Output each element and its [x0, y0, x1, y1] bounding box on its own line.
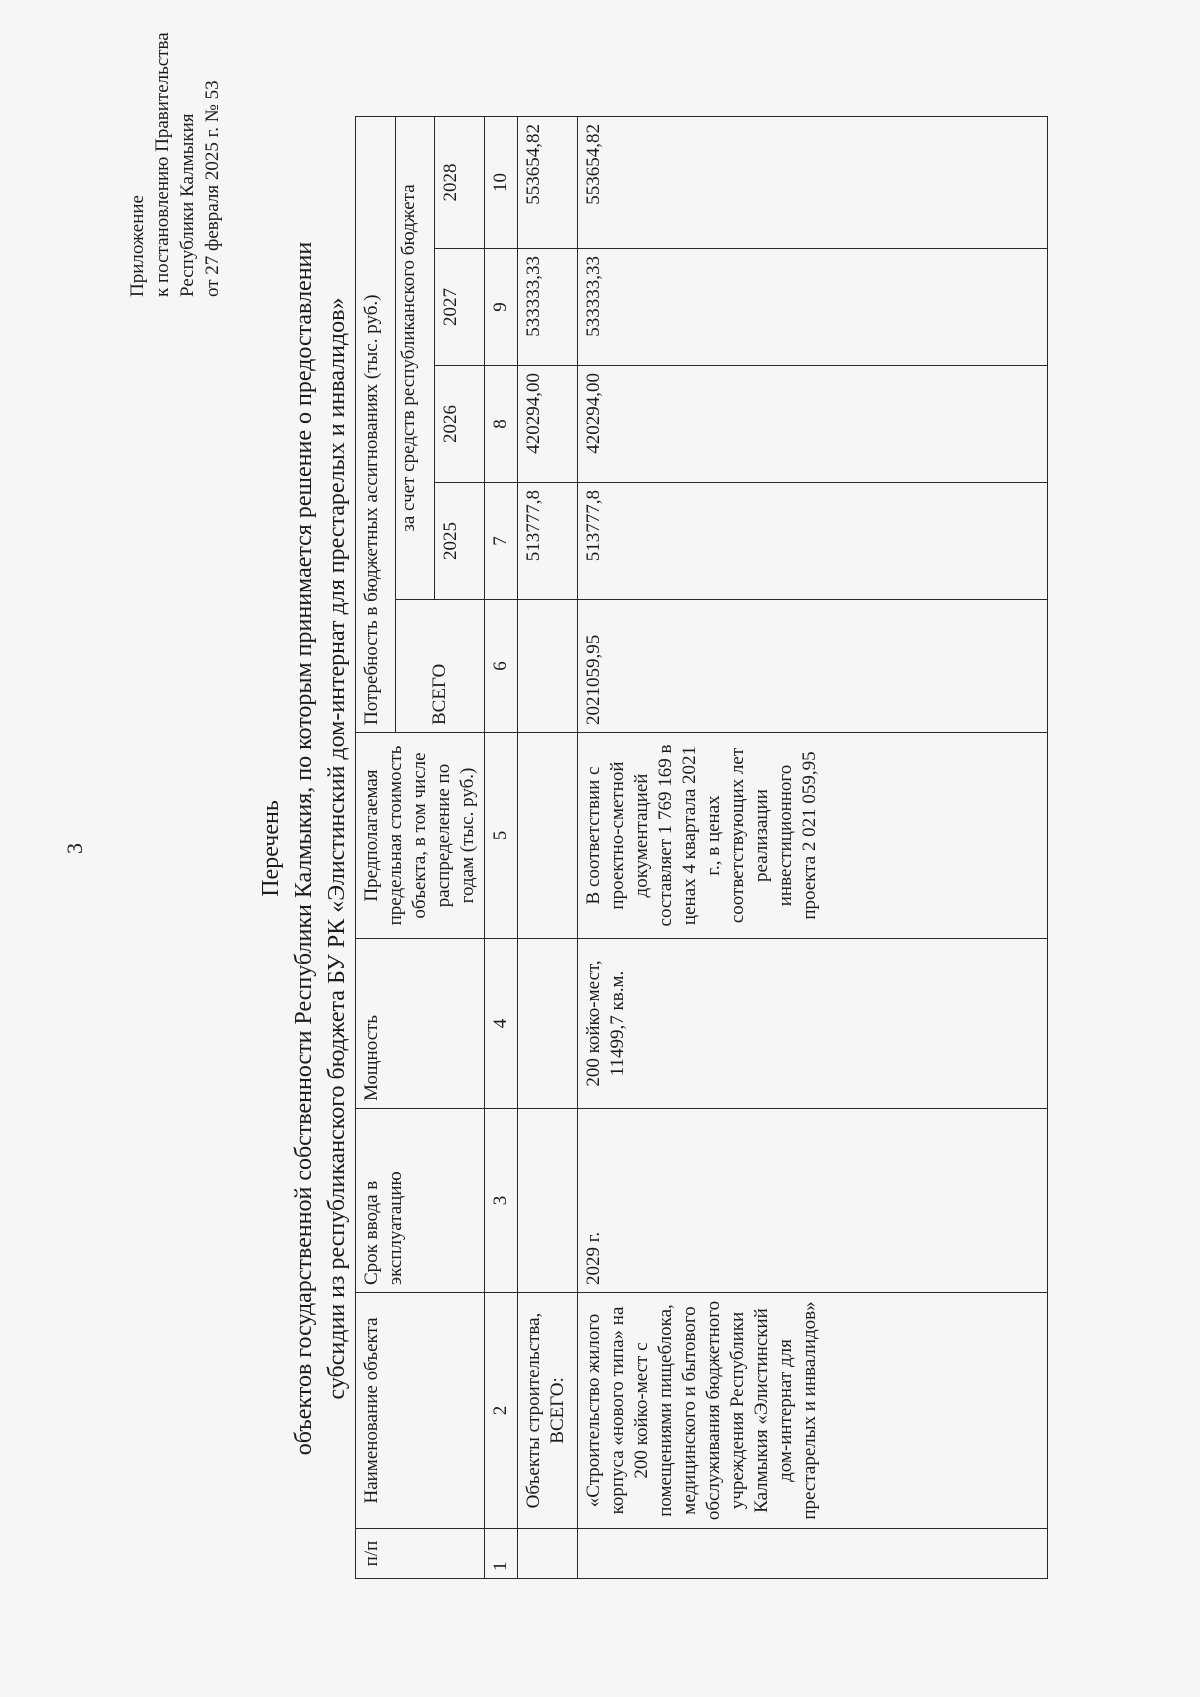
col-number: 1	[485, 1529, 518, 1579]
column-number-row	[485, 117, 518, 1579]
header-total: ВСЕГО	[396, 600, 485, 733]
header-source: за счет средств республиканского бюджета	[396, 117, 435, 600]
header-need: Потребность в бюджетных ассигнованиях (тыс. руб.)	[356, 117, 396, 733]
appendix-line-4: от 27 февраля 2025 г. № 53	[202, 80, 223, 297]
objects-table	[355, 116, 1048, 1579]
col-number: 8	[485, 366, 518, 483]
header-year-2027: 2027	[435, 249, 485, 366]
col-number: 2	[485, 1293, 518, 1529]
col-number: 6	[485, 600, 518, 733]
object-capacity: 200 койко-мест, 11499,7 кв.м.	[578, 939, 1048, 1109]
object-pp	[578, 1529, 1048, 1579]
summary-term	[518, 1109, 578, 1293]
header-cost: Предполагаемая предельная стоимость объекта, в том числе распределение по годам (тыс. руб.)	[356, 733, 485, 939]
header-year-2028: 2028	[435, 117, 485, 249]
col-number: 9	[485, 249, 518, 366]
object-2026: 420294,00	[578, 366, 1048, 483]
summary-name: Объекты строительства, ВСЕГО:	[518, 1293, 578, 1529]
appendix-line-1: Приложение	[127, 195, 148, 297]
object-term: 2029 г.	[578, 1109, 1048, 1293]
appendix-line-3: Республики Калмыкия	[177, 113, 198, 297]
summary-total	[518, 600, 578, 733]
header-year-2026: 2026	[435, 366, 485, 483]
object-2028: 553654,82	[578, 117, 1048, 249]
object-name: «Строительство жилого корпуса «нового типа» на 200 койко-мест с помещениями пищеблока, медицинского и бытового обслуживания бюджетного учреждения Республики Калмыкия «Элистинский дом-интернат для престарелых и инвалидов»	[578, 1293, 1048, 1529]
summary-pp	[518, 1529, 578, 1579]
header-term: Срок ввода в эксплуатацию	[356, 1109, 485, 1293]
summary-cost	[518, 733, 578, 939]
title-heading: Перечень	[258, 800, 284, 897]
summary-row	[518, 117, 578, 1579]
header-capacity: Мощность	[356, 939, 485, 1109]
summary-2025: 513777,8	[518, 483, 578, 600]
col-number: 10	[485, 117, 518, 249]
col-number: 7	[485, 483, 518, 600]
header-year-2025: 2025	[435, 483, 485, 600]
appendix-line-2: к постановлению Правительства	[152, 32, 173, 297]
title-line-1: объектов государственной собственности Республики Калмыкия, по которым принимается решение о предоставлении	[291, 241, 317, 1456]
object-2027: 533333,33	[578, 249, 1048, 366]
summary-capacity	[518, 939, 578, 1109]
object-cost: В соответствии с проектно-сметной документацией составляет 1 769 169 в ценах 4 квартала 2021 г., в ценах соответствующих лет реализации инвестиционного проекта 2 021 059,95	[578, 733, 1048, 939]
summary-2026: 420294,00	[518, 366, 578, 483]
header-pp: п/п	[356, 1529, 485, 1579]
summary-2028: 553654,82	[518, 117, 578, 249]
appendix-note	[125, 0, 225, 297]
col-number: 5	[485, 733, 518, 939]
title-line-2: субсидии из республиканского бюджета БУ РК «Элистинский дом-интернат для престарелых и инвалидов»	[324, 297, 350, 1400]
summary-2027: 533333,33	[518, 249, 578, 366]
header-name: Наименование объекта	[356, 1293, 485, 1529]
object-2025: 513777,8	[578, 483, 1048, 600]
object-total: 2021059,95	[578, 600, 1048, 733]
object-row	[578, 117, 1048, 1579]
document-title	[255, 180, 354, 1517]
col-number: 4	[485, 939, 518, 1109]
header-row-1	[356, 117, 396, 1579]
col-number: 3	[485, 1109, 518, 1293]
page-number: 3	[62, 843, 87, 854]
